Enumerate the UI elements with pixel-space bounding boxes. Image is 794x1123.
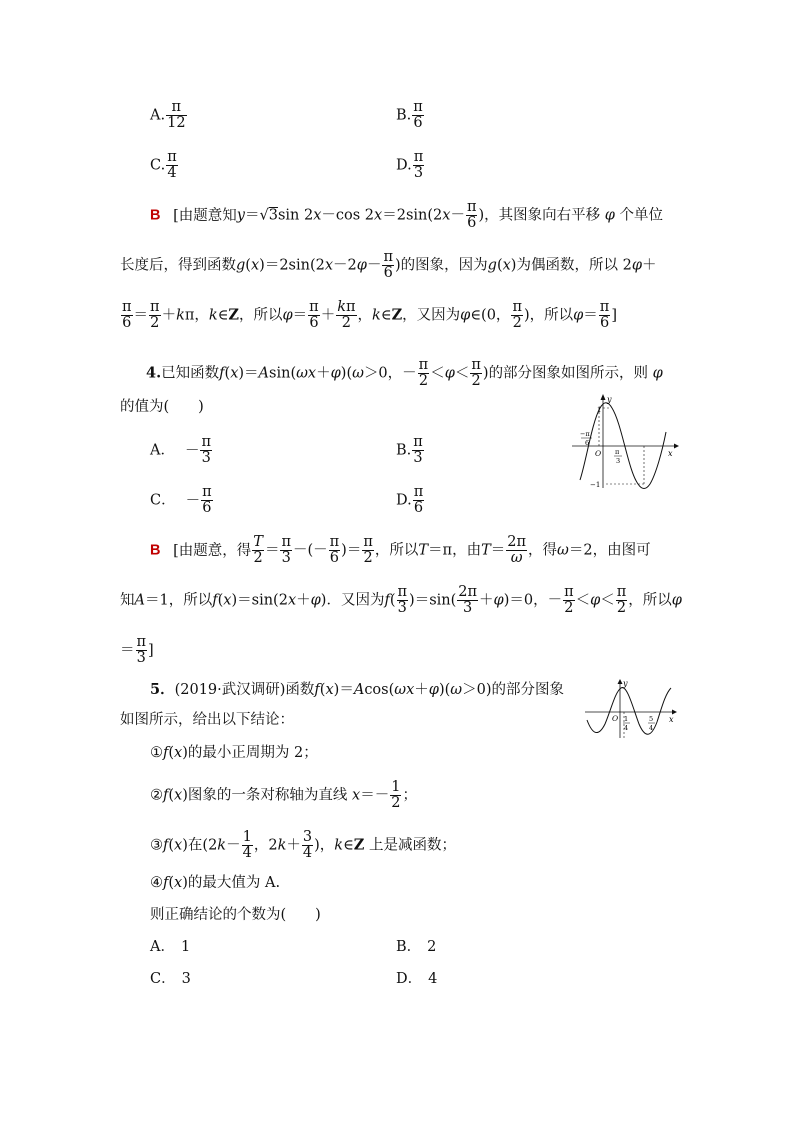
q5-option-d: D． 4	[396, 971, 438, 987]
q4-graph-label-pi3-num: π	[615, 448, 620, 456]
q3-option-c: C. $\frac{\pi}{4}$	[150, 149, 177, 182]
q4-graph-label-neg-pi: −π	[580, 430, 590, 438]
q4-graph-label-neg1: −1	[590, 481, 601, 489]
q4-option-b: B. $\frac{\pi}{3}$	[396, 434, 423, 467]
q4-graph	[570, 392, 680, 492]
q5-question: 则正确结论的个数为( )	[150, 907, 321, 923]
q4-graph-label-pi3-den: 3	[616, 457, 621, 465]
q3-answer: B	[150, 207, 161, 224]
q5-option-c: C． 3	[150, 971, 191, 987]
q4-solution-line-3: ＝ $\frac{\pi}{3}$ ]	[120, 634, 154, 667]
q5-conclusion-1: ①f(x)的最小正周期为 2；	[150, 745, 318, 761]
q5-stem-line-2: 如图所示，给出以下结论：	[120, 712, 294, 728]
q5-graph-label-x: x	[669, 715, 674, 724]
q5-conclusion-2: ②f(x)图象的一条对称轴为直线 x＝－ $\frac{1}{2}$ ；	[150, 779, 417, 812]
q4-option-a: A． － $\frac{\pi}{3}$	[150, 434, 212, 467]
q3-solution-line-1: B [由题意知y＝√3sin 2x－cos 2x＝2sin(2x－ $\frac{\pi}{6}$ )，其图象向右平移 φ 个单位	[150, 199, 664, 232]
q4-stem-line-1: 4.已知函数f(x)＝Asin(ωx＋φ)(ω＞0，－ $\frac{\pi}{2}$ ＜φ＜ $\frac{\pi}{2}$ )的部分图象如图所示，则 φ	[146, 357, 663, 390]
q5-conclusion-4: ④f(x)的最大值为 A.	[150, 875, 281, 891]
q5-option-b: B． 2	[396, 939, 437, 955]
q5-graph-label-five: 5	[649, 715, 654, 723]
q5-graph-label-y: y	[623, 679, 628, 688]
q5-graph-label-one: 1	[624, 715, 629, 723]
q4-solution-line-2: 知A＝1，所以f(x)＝sin(2x＋φ)．又因为f( $\frac{\pi}{3}$ )＝sin( $\frac{2\pi}{3}$ ＋φ)＝0，－ $\frac{\pi}{2}$ ＜φ＜ $\frac{\pi}{2}$ ，所以φ	[120, 584, 682, 617]
q3-option-a: A. $\frac{\pi}{12}$	[150, 99, 186, 132]
q5-graph-label-four: 4	[624, 724, 629, 732]
q3-solution-line-3: $\frac{\pi}{6}$ ＝ $\frac{\pi}{2}$ ＋kπ，k∈Z，所以φ＝ $\frac{\pi}{6}$ ＋ $\frac{k\pi}{2}$ ，k∈Z，又因为φ∈(0， $\frac{\pi}{2}$ )，所以φ＝ $\frac{\pi}{6}$ ]	[122, 299, 617, 332]
q4-graph-label-o: O	[595, 449, 602, 458]
q4-stem-line-2: 的值为( )	[120, 399, 204, 415]
q4-graph-label-x: x	[668, 449, 673, 458]
q5-conclusion-3: ③f(x)在(2k－ $\frac{1}{4}$ ，2k＋ $\frac{3}{4}$ )，k∈Z 上是减函数；	[150, 829, 456, 862]
q4-answer: B	[150, 542, 161, 559]
q4-option-c: C． － $\frac{\pi}{6}$	[150, 484, 212, 517]
q3-option-d: D. $\frac{\pi}{3}$	[396, 149, 424, 182]
q5-graph-label-o: O	[612, 714, 619, 723]
q4-solution-line-1: B [由题意，得 $\frac{T}{2}$ ＝ $\frac{\pi}{3}$ －(－ $\frac{\pi}{6}$ )＝ $\frac{\pi}{2}$ ，所以T＝π，由T＝ $\frac{2\pi}{\omega}$ ，得ω＝2，由图可	[150, 534, 651, 567]
q4-graph-label-y: y	[607, 395, 612, 404]
q3-solution-line-2: 长度后，得到函数g(x)＝2sin(2x－2φ－ $\frac{\pi}{6}$ )的图象，因为g(x)为偶函数，所以 2φ＋	[120, 249, 657, 282]
q5-option-a: A． 1	[150, 939, 191, 955]
q5-graph-label-four-b: 4	[649, 724, 654, 732]
q5-stem-line-1: 5．(2019·武汉调研)函数f(x)＝Acos(ωx＋φ)(ω＞0)的部分图象	[150, 681, 564, 698]
q5-graph	[583, 678, 678, 740]
q3-option-b: B. $\frac{\pi}{6}$	[396, 99, 423, 132]
q4-graph-label-six: 6	[585, 439, 590, 447]
q4-option-d: D. $\frac{\pi}{6}$	[396, 484, 424, 517]
q4-graph-label-1: 1	[597, 406, 602, 414]
